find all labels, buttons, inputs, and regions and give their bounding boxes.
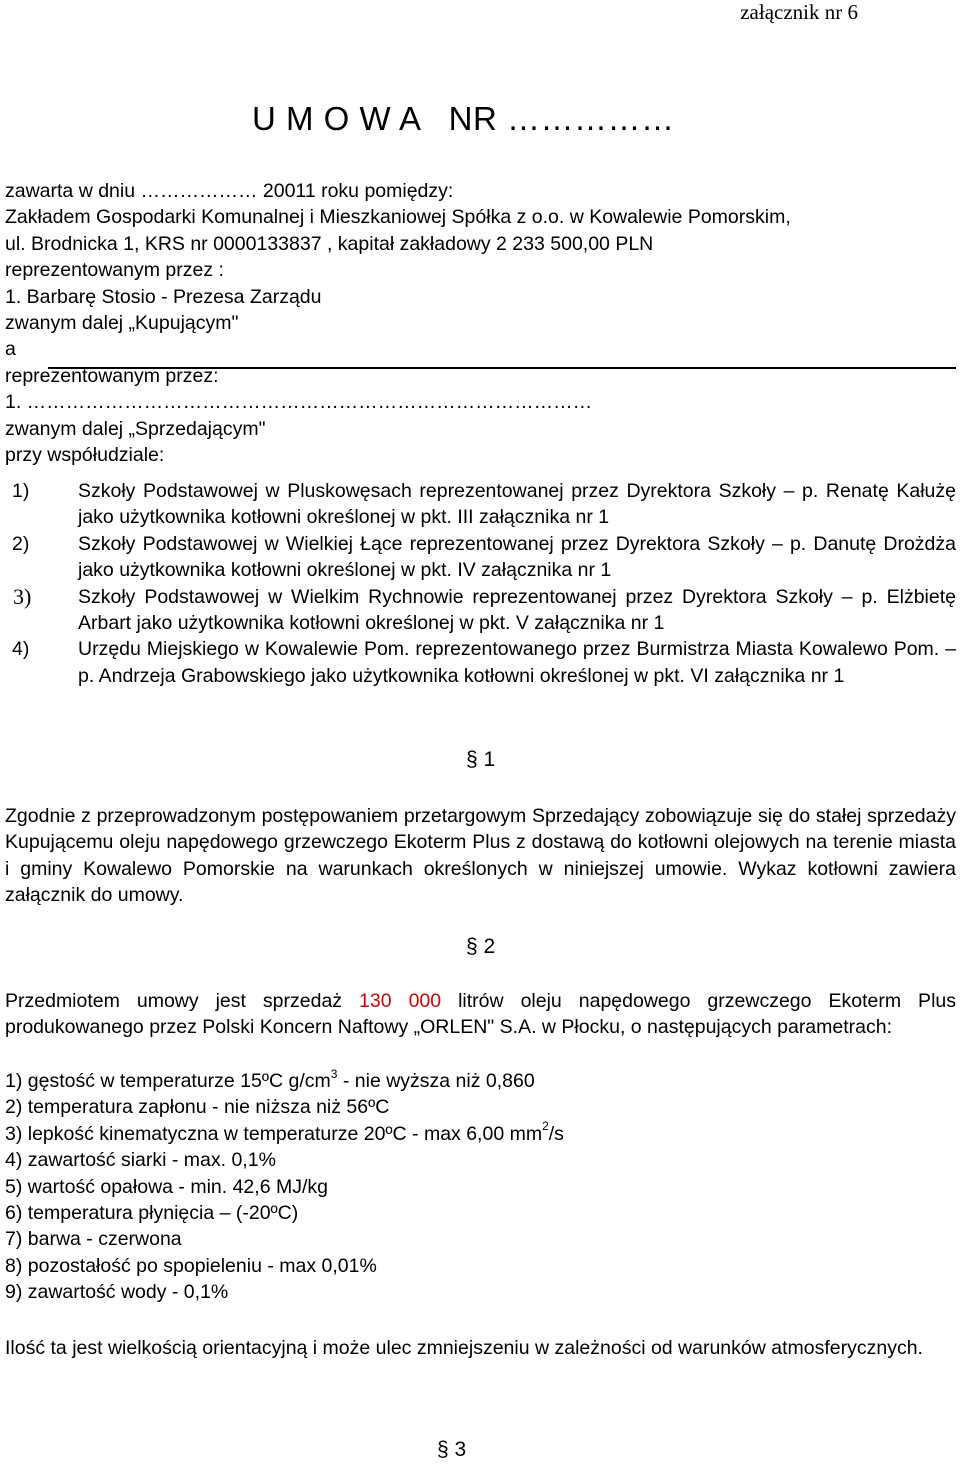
section-1-paragraph (5, 803, 956, 909)
list-item-number: 3) (13, 583, 32, 609)
section-2-text-end: litrów oleju napędowego grzewczego Ekoterm Plus produkowanego przez Polski Koncern Naftowy „ORLEN" S.A. w Płocku, o następujących parametrach: (5, 990, 956, 1039)
parameter-text: 1) gęstość w temperaturze 15ºC g/cm (5, 1070, 331, 1092)
quantity-note-text: Ilość ta jest wielkością orientacyjną i może ulec zmniejszeniu w zależności od warunków atmosferycznych. (5, 1337, 923, 1359)
parameter-water-content: 9) zawartość wody - 0,1% (5, 1281, 229, 1304)
list-item (5, 584, 956, 637)
intro-line-seller-represented-by: reprezentowanym przez: (5, 364, 219, 387)
parameter-ash-residue: 8) pozostałość po spopieleniu - max 0,01% (5, 1254, 377, 1277)
parameter-calorific-value: 5) wartość opałowa - min. 42,6 MJ/kg (5, 1175, 328, 1198)
list-item-number: 2) (12, 532, 30, 555)
quantity-highlight: 130 000 (359, 990, 442, 1012)
list-item-number: 4) (12, 638, 30, 661)
intro-line-represented-by: reprezentowanym przez : (5, 259, 224, 282)
quantity-note (5, 1335, 956, 1361)
intro-line-seller-role: zwanym dalej „Sprzedającym" (5, 417, 266, 440)
list-item-text: Urzędu Miejskiego w Kowalewie Pom. reprezentowanego przez Burmistrza Miasta Kowalewo Pom. – p. Andrzeja Grabowskiego jako użytkownika kotłowni określonej w pkt. VI załącznika nr 1 (78, 638, 956, 687)
list-item (5, 636, 956, 689)
list-item-text: Szkoły Podstawowej w Wielkim Rychnowie reprezentowanej przez Dyrektora Szkoły – p. Elżbietę Arbart jako użytkownika kotłowni określonej w pkt. V załącznika nr 1 (78, 585, 956, 635)
intro-line-participation: przy współudziale: (5, 444, 165, 467)
section-3-heading: § 3 (437, 1438, 467, 1461)
parameter-color: 7) barwa - czerwona (5, 1228, 182, 1251)
superscript: 2 (542, 1119, 549, 1134)
parameter-text: 3) lepkość kinematyczna w temperaturze 20ºC - max 6,00 mm (5, 1122, 543, 1145)
section-2-paragraph (5, 988, 956, 1041)
intro-line-buyer-name: Zakładem Gospodarki Komunalnej i Mieszkaniowej Spółka z o.o. w Kowalewie Pomorskim, (5, 206, 791, 229)
section-1-text: Zgodnie z przeprowadzonym postępowaniem przetargowym Sprzedający zobowiązuje się do stałej sprzedaży Kupującemu oleju napędowego grzewczego Ekoterm Plus z dostawą do kotłowni olejowych na terenie miasta i gminy Kowalewo Pomorskie na warunkach określonych w niniejszej umowie. Wykaz kotłowni zawiera załącznik do umowy. (5, 805, 956, 907)
intro-line-seller-rep: 1. …………………………………………………………………………… (5, 391, 593, 414)
section-2-heading: § 2 (466, 935, 496, 958)
list-item-text: Szkoły Podstawowej w Wielkiej Łące reprezentowanej przez Dyrektora Szkoły – p. Danutę Drożdża jako użytkownika kotłowni określonej w pkt. IV załącznika nr 1 (78, 532, 956, 582)
section-1-heading: § 1 (466, 748, 496, 771)
list-item-text: Szkoły Podstawowej w Pluskowęsach reprezentowanej przez Dyrektora Szkoły – p. Renatę Kałużę jako użytkownika kotłowni określonej w pkt. III załącznika nr 1 (78, 480, 956, 529)
superscript: 3 (330, 1066, 338, 1081)
parameter-text: - nie wyższa niż 0,860 (337, 1070, 535, 1092)
parameter-pour-point: 6) temperatura płynięcia – (-20ºC) (5, 1202, 299, 1225)
attachment-label: załącznik nr 6 (740, 0, 858, 24)
parameter-flash-point: 2) temperatura zapłonu - nie niższa niż 56ºC (5, 1096, 390, 1119)
participants-list (5, 478, 956, 689)
parameter-sulfur: 4) zawartość siarki - max. 0,1% (5, 1149, 276, 1172)
section-2-text-start: Przedmiotem umowy jest sprzedaż (5, 990, 360, 1012)
intro-line-buyer-role: zwanym dalej „Kupującym" (5, 312, 239, 335)
list-item (5, 531, 956, 584)
document-title: U M O W A NR …………… (252, 100, 675, 137)
intro-line-buyer-rep: 1. Barbarę Stosio - Prezesa Zarządu (5, 285, 322, 308)
intro-line-buyer-address: ul. Brodnicka 1, KRS nr 0000133837 , kapitał zakładowy 2 233 500,00 PLN (5, 232, 654, 255)
parameter-text: /s (548, 1122, 564, 1145)
section-2-text (5, 988, 956, 1041)
list-item (5, 478, 956, 531)
parameter-viscosity (5, 1121, 705, 1147)
blank-fill-line (48, 367, 956, 369)
intro-line-and: a (5, 338, 16, 361)
parameters-list (5, 1068, 705, 1306)
parameter-density (5, 1068, 705, 1094)
contract-intro (5, 178, 955, 468)
list-item-number: 1) (12, 480, 30, 502)
intro-line-date: zawarta w dniu ……………… 20011 roku pomiędzy: (5, 180, 454, 202)
